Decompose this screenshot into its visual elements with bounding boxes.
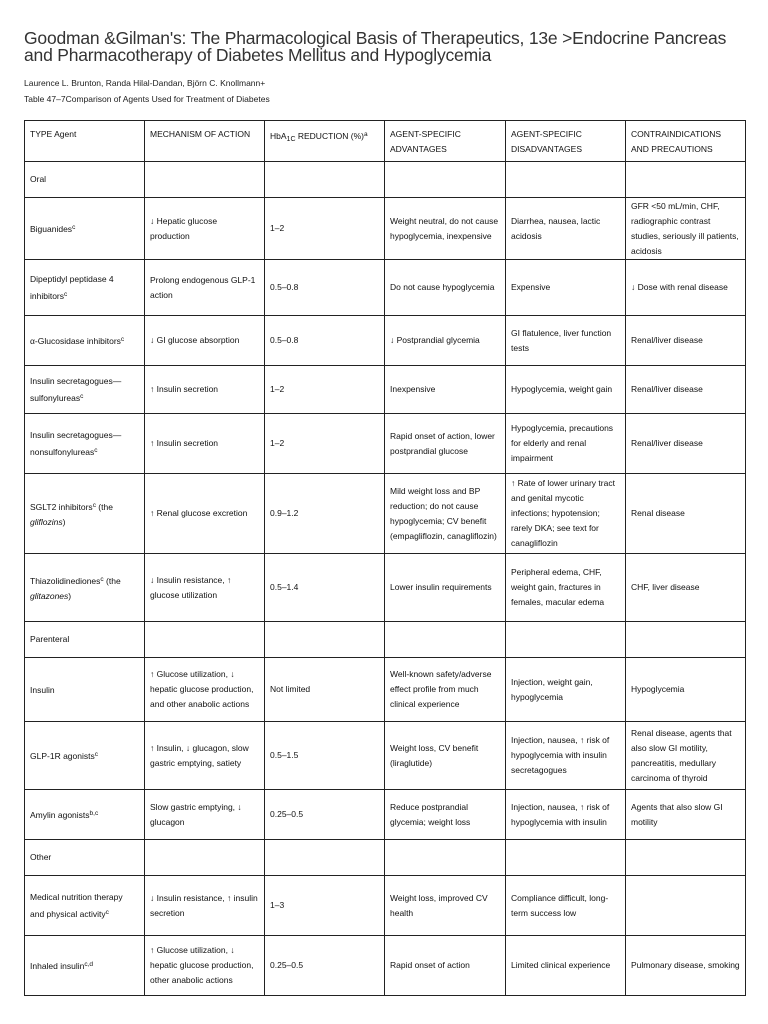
contraindications-cell (626, 876, 746, 936)
contraindications-cell: Agents that also slow GI motility (626, 790, 746, 840)
table-header-row (25, 121, 746, 162)
advantages-cell: Lower insulin requirements (385, 554, 506, 622)
footnote-ref: b,c (89, 810, 99, 817)
reduction-cell: 0.5–1.5 (265, 722, 385, 790)
agent-cell (25, 414, 145, 474)
reduction-cell: 1–3 (265, 876, 385, 936)
advantages-cell: Weight loss, improved CV health (385, 876, 506, 936)
section-row-parenteral (25, 622, 746, 658)
authors-line: Laurence L. Brunton, Randa Hilal-Dandan, Björn C. Knollmann+ (24, 78, 266, 88)
table-row (25, 876, 746, 936)
advantages-cell: Weight neutral, do not cause hypoglycemia, inexpensive (385, 198, 506, 260)
header-hba-sub: 1C (286, 136, 296, 143)
header-hba-prefix: HbA (270, 131, 287, 141)
reduction-cell: 0.25–0.5 (265, 936, 385, 996)
table-row (25, 366, 746, 414)
footnote-ref: c (92, 501, 96, 509)
section-row-oral (25, 162, 746, 198)
header-hba1c-reduction (265, 121, 385, 162)
agent-cell (25, 316, 145, 366)
agent-name: Thiazolidinediones (30, 575, 101, 586)
reduction-cell: 1–2 (265, 414, 385, 474)
advantages-cell: ↓ Postprandial glycemia (385, 316, 506, 366)
advantages-cell: Inexpensive (385, 366, 506, 414)
header-mechanism: MECHANISM OF ACTION (145, 121, 265, 162)
reduction-cell: 1–2 (265, 198, 385, 260)
agent-note-close: ) (68, 590, 72, 601)
mechanism-cell: ↓ Insulin resistance, ↑ glucose utilization (145, 554, 265, 622)
mechanism-cell: ↓ GI glucose absorption (145, 316, 265, 366)
disadvantages-cell: Hypoglycemia, weight gain (506, 366, 626, 414)
mechanism-cell: Slow gastric emptying, ↓ glucagon (145, 790, 265, 840)
contraindications-cell: Renal/liver disease (626, 316, 746, 366)
disadvantages-cell: Peripheral edema, CHF, weight gain, fractures in females, macular edema (506, 554, 626, 622)
disadvantages-cell: Hypoglycemia, precautions for elderly and renal impairment (506, 414, 626, 474)
disadvantages-cell: Injection, nausea, ↑ risk of hypoglycemia with insulin secretagogues (506, 722, 626, 790)
agent-cell (25, 876, 145, 936)
mechanism-cell: ↑ Insulin, ↓ glucagon, slow gastric emptying, satiety (145, 722, 265, 790)
agent-cell (25, 260, 145, 316)
agent-name: Inhaled insulin (30, 961, 85, 971)
section-label: Parenteral (25, 622, 145, 658)
contraindications-cell: Renal/liver disease (626, 414, 746, 474)
agent-name: Amylin agonists (30, 810, 90, 820)
agent-name: Insulin secretagogues—sulfonylureas (30, 375, 122, 403)
agent-class-name: glitazones (30, 590, 69, 601)
contraindications-cell: ↓ Dose with renal disease (626, 260, 746, 316)
reduction-cell: 0.5–1.4 (265, 554, 385, 622)
footnote-ref: c (94, 446, 98, 454)
agent-cell (25, 366, 145, 414)
agent-name: SGLT2 inhibitors (30, 501, 93, 512)
mechanism-cell: ↑ Insulin secretion (145, 366, 265, 414)
diabetes-agents-table (24, 120, 746, 996)
agent-name: α-Glucosidase inhibitors (30, 336, 121, 346)
header-disadvantages: AGENT-SPECIFIC DISADVANTAGES (506, 121, 626, 162)
mechanism-cell: ↓ Insulin resistance, ↑ insulin secretion (145, 876, 265, 936)
footnote-ref: c (105, 908, 109, 916)
footnote-ref: c (64, 290, 68, 298)
contraindications-cell: Renal disease, agents that also slow GI motility, pancreatitis, medullary carcinoma of thyroid (626, 722, 746, 790)
table-caption: Table 47–7Comparison of Agents Used for Treatment of Diabetes (24, 94, 270, 104)
section-row-other (25, 840, 746, 876)
disadvantages-cell: Injection, nausea, ↑ risk of hypoglycemia with insulin (506, 790, 626, 840)
document-title: Goodman &Gilman's: The Pharmacological Basis of Therapeutics, 13e >Endocrine Pancreas and Pharmacotherapy of Diabetes Mellitus and Hypoglycemia (24, 28, 727, 65)
mechanism-cell: ↑ Renal glucose excretion (145, 474, 265, 554)
mechanism-cell: Prolong endogenous GLP-1 action (145, 260, 265, 316)
reduction-cell: 0.25–0.5 (265, 790, 385, 840)
reduction-cell: 0.9–1.2 (265, 474, 385, 554)
mechanism-cell: ↑ Glucose utilization, ↓ hepatic glucose production, other anabolic actions (145, 936, 265, 996)
agent-name: Insulin secretagogues—nonsulfonylureas (30, 429, 122, 457)
reduction-cell: 0.5–0.8 (265, 316, 385, 366)
reduction-cell: Not limited (265, 658, 385, 722)
table-row (25, 316, 746, 366)
header-type-agent: TYPE Agent (25, 121, 145, 162)
advantages-cell: Weight loss, CV benefit (liraglutide) (385, 722, 506, 790)
header-hba-suffix: REDUCTION (%) (295, 131, 364, 141)
reduction-cell: 1–2 (265, 366, 385, 414)
agent-name: Dipeptidyl peptidase 4 inhibitors (30, 273, 114, 301)
agent-cell (25, 658, 145, 722)
disadvantages-cell: Diarrhea, nausea, lactic acidosis (506, 198, 626, 260)
contraindications-cell: Renal/liver disease (626, 366, 746, 414)
agent-cell (25, 474, 145, 554)
contraindications-cell: Pulmonary disease, smoking (626, 936, 746, 996)
agent-cell (25, 554, 145, 622)
advantages-cell: Rapid onset of action (385, 936, 506, 996)
header-contraindications: CONTRAINDICATIONS AND PRECAUTIONS (626, 121, 746, 162)
table-row (25, 260, 746, 316)
table-row (25, 658, 746, 722)
agent-note: (the (103, 575, 121, 586)
agent-note: (the (95, 501, 113, 512)
mechanism-cell: ↓ Hepatic glucose production (145, 198, 265, 260)
advantages-cell: Do not cause hypoglycemia (385, 260, 506, 316)
section-label: Other (25, 840, 145, 876)
table-row (25, 414, 746, 474)
advantages-cell: Rapid onset of action, lower postprandial glucose (385, 414, 506, 474)
contraindications-cell: Hypoglycemia (626, 658, 746, 722)
footnote-ref: c (100, 575, 104, 583)
contraindications-cell: Renal disease (626, 474, 746, 554)
contraindications-cell: GFR <50 mL/min, CHF, radiographic contrast studies, seriously ill patients, acidosis (626, 198, 746, 260)
agent-name: Medical nutrition therapy and physical activity (30, 891, 123, 919)
header-hba-sup: a (363, 131, 368, 138)
disadvantages-cell: Expensive (506, 260, 626, 316)
contraindications-cell: CHF, liver disease (626, 554, 746, 622)
agent-cell (25, 936, 145, 996)
footnote-ref: c (72, 224, 76, 231)
footnote-ref: c,d (84, 961, 94, 968)
agent-name: Insulin (30, 685, 55, 695)
advantages-cell: Mild weight loss and BP reduction; do not cause hypoglycemia; CV benefit (empagliflozin, canagliflozin) (385, 474, 506, 554)
table-row (25, 722, 746, 790)
agent-cell (25, 198, 145, 260)
disadvantages-cell: GI flatulence, liver function tests (506, 316, 626, 366)
mechanism-cell: ↑ Insulin secretion (145, 414, 265, 474)
table-row (25, 554, 746, 622)
footnote-ref: c (80, 392, 84, 400)
agent-note-close: ) (62, 516, 66, 527)
table-row (25, 790, 746, 840)
advantages-cell: Reduce postprandial glycemia; weight loss (385, 790, 506, 840)
table-row (25, 936, 746, 996)
agent-name: GLP-1R agonists (30, 751, 95, 761)
footnote-ref: c (94, 751, 98, 758)
agent-class-name: gliflozins (30, 516, 63, 527)
advantages-cell: Well-known safety/adverse effect profile from much clinical experience (385, 658, 506, 722)
table-row (25, 474, 746, 554)
disadvantages-cell: Injection, weight gain, hypoglycemia (506, 658, 626, 722)
disadvantages-cell: Limited clinical experience (506, 936, 626, 996)
disadvantages-cell: Compliance difficult, long-term success low (506, 876, 626, 936)
footnote-ref: c (120, 336, 125, 343)
table-row (25, 198, 746, 260)
reduction-cell: 0.5–0.8 (265, 260, 385, 316)
agent-cell (25, 722, 145, 790)
mechanism-cell: ↑ Glucose utilization, ↓ hepatic glucose production, and other anabolic actions (145, 658, 265, 722)
section-label: Oral (25, 162, 145, 198)
header-advantages: AGENT-SPECIFIC ADVANTAGES (385, 121, 506, 162)
agent-cell (25, 790, 145, 840)
agent-name: Biguanides (30, 224, 73, 234)
disadvantages-cell: ↑ Rate of lower urinary tract and genital mycotic infections; hypotension; rarely DKA; see text for canagliflozin (506, 474, 626, 554)
